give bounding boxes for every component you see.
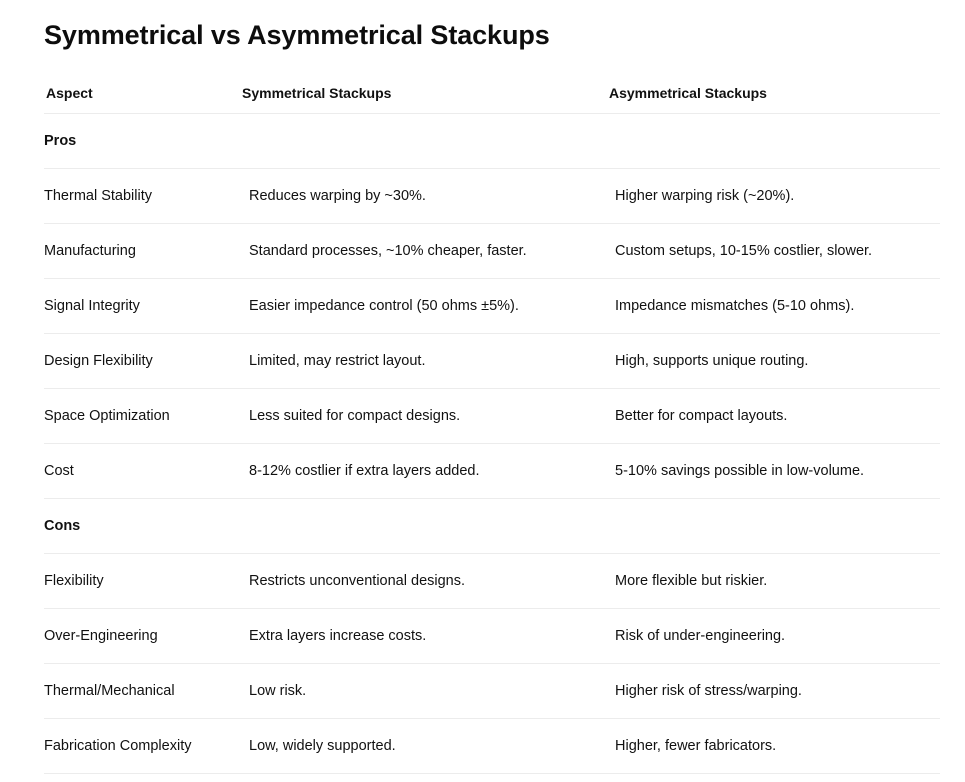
asymmetrical-cell: Higher risk of stress/warping. [615,683,802,699]
aspect-cell: Cost [44,463,74,479]
aspect-cell: Over-Engineering [44,628,158,644]
symmetrical-cell: 8-12% costlier if extra layers added. [249,463,480,479]
table-row [44,719,940,774]
table-row [44,664,940,719]
asymmetrical-cell: Higher warping risk (~20%). [615,188,795,204]
aspect-cell: Space Optimization [44,408,170,424]
symmetrical-cell: Less suited for compact designs. [249,408,461,424]
symmetrical-cell: Restricts unconventional designs. [249,573,466,589]
aspect-cell: Flexibility [44,573,104,589]
comparison-table [44,72,940,774]
asymmetrical-cell: Higher, fewer fabricators. [615,738,777,754]
aspect-cell: Signal Integrity [44,298,140,314]
column-header-asymmetrical: Asymmetrical Stackups [609,84,767,101]
asymmetrical-cell: Better for compact layouts. [615,408,788,424]
table-row [44,444,940,499]
symmetrical-cell: Standard processes, ~10% cheaper, faster. [249,243,527,259]
aspect-cell: Thermal Stability [44,188,152,204]
aspect-cell: Design Flexibility [44,353,153,369]
asymmetrical-cell: Risk of under-engineering. [615,628,786,644]
table-row [44,334,940,389]
table-row [44,224,940,279]
symmetrical-cell: Reduces warping by ~30%. [249,188,426,204]
column-header-aspect: Aspect [46,84,93,101]
section-row-pros [44,114,940,169]
symmetrical-cell: Low, widely supported. [249,738,396,754]
asymmetrical-cell: More flexible but riskier. [615,573,768,589]
asymmetrical-cell: Custom setups, 10-15% costlier, slower. [615,243,873,259]
symmetrical-cell: Extra layers increase costs. [249,628,427,644]
symmetrical-cell: Easier impedance control (50 ohms ±5%). [249,298,519,314]
table-row [44,609,940,664]
table-row [44,169,940,224]
table-row [44,554,940,609]
asymmetrical-cell: High, supports unique routing. [615,353,809,369]
section-label: Pros [44,133,77,149]
asymmetrical-cell: 5-10% savings possible in low-volume. [615,463,865,479]
aspect-cell: Fabrication Complexity [44,738,192,754]
section-row-cons [44,499,940,554]
symmetrical-cell: Limited, may restrict layout. [249,353,426,369]
symmetrical-cell: Low risk. [249,683,307,699]
table-header-row [44,72,940,114]
column-header-symmetrical: Symmetrical Stackups [242,84,392,101]
asymmetrical-cell: Impedance mismatches (5-10 ohms). [615,298,855,314]
table-row [44,279,940,334]
table-row [44,389,940,444]
section-label: Cons [44,518,81,534]
page-title: Symmetrical vs Asymmetrical Stackups [44,20,550,50]
aspect-cell: Manufacturing [44,243,136,259]
aspect-cell: Thermal/Mechanical [44,683,175,699]
